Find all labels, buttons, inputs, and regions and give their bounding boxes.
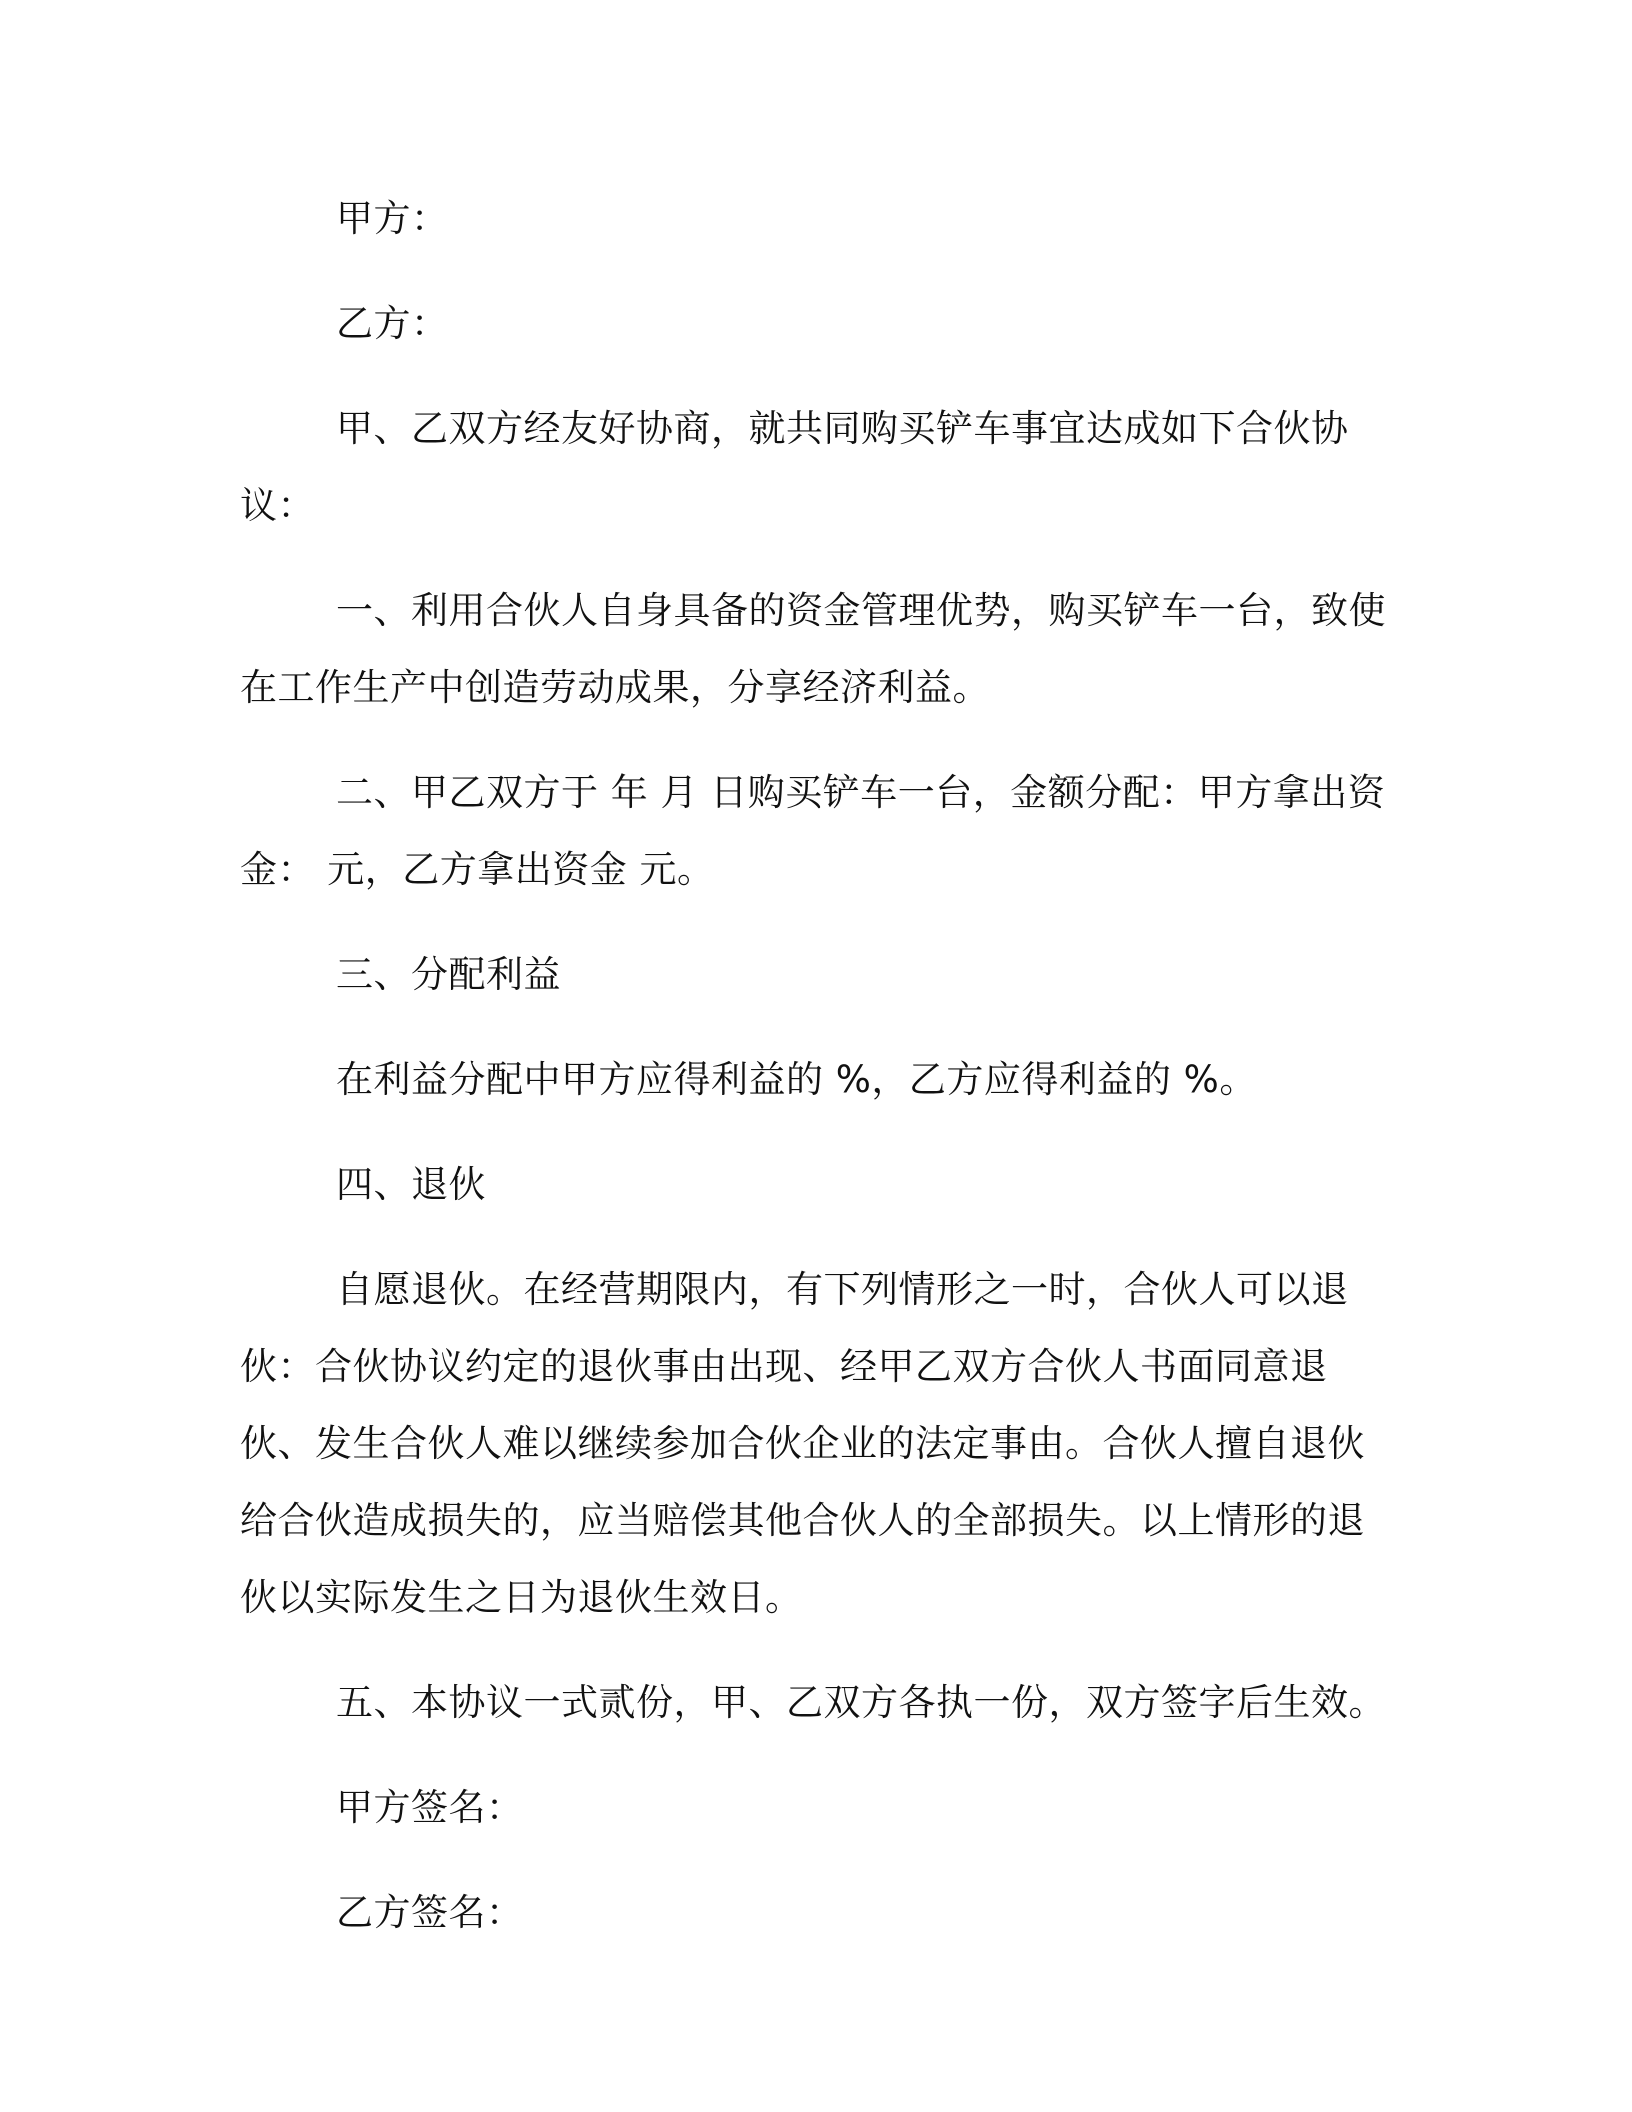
clause-1-paragraph: 一、利用合伙人自身具备的资金管理优势，购买铲车一台，致使在工作生产中创造劳动成果，分享经济利益。 <box>240 589 1386 709</box>
party-b-signature-label: 乙方签名： <box>336 1891 524 1934</box>
clause-5-paragraph: 五、本协议一式贰份，甲、乙双方各执一份，双方签字后生效。 <box>336 1681 1386 1724</box>
document-body <box>240 180 1400 1979</box>
clause-4-heading: 四、退伙 <box>336 1163 486 1206</box>
party-a-label: 甲方： <box>336 197 449 240</box>
party-a-signature-label: 甲方签名： <box>336 1786 524 1829</box>
clause-3-heading: 三、分配利益 <box>336 953 561 996</box>
clause-3-body: 在利益分配中甲方应得利益的 %，乙方应得利益的 %。 <box>336 1058 1257 1101</box>
clause-2-paragraph: 二、甲乙双方于 年 月 日购买铲车一台，金额分配：甲方拿出资金： 元，乙方拿出资金 元。 <box>240 771 1386 891</box>
party-b-label: 乙方： <box>336 302 449 345</box>
preamble-paragraph: 甲、乙双方经友好协商，就共同购买铲车事宜达成如下合伙协议： <box>240 407 1349 527</box>
clause-4-body: 自愿退伙。在经营期限内，有下列情形之一时，合伙人可以退伙：合伙协议约定的退伙事由出现、经甲乙双方合伙人书面同意退伙、发生合伙人难以继续参加合伙企业的法定事由。合伙人擅自退伙给合伙造成损失的，应当赔偿其他合伙人的全部损失。以上情形的退伙以实际发生之日为退伙生效日。 <box>240 1268 1365 1619</box>
